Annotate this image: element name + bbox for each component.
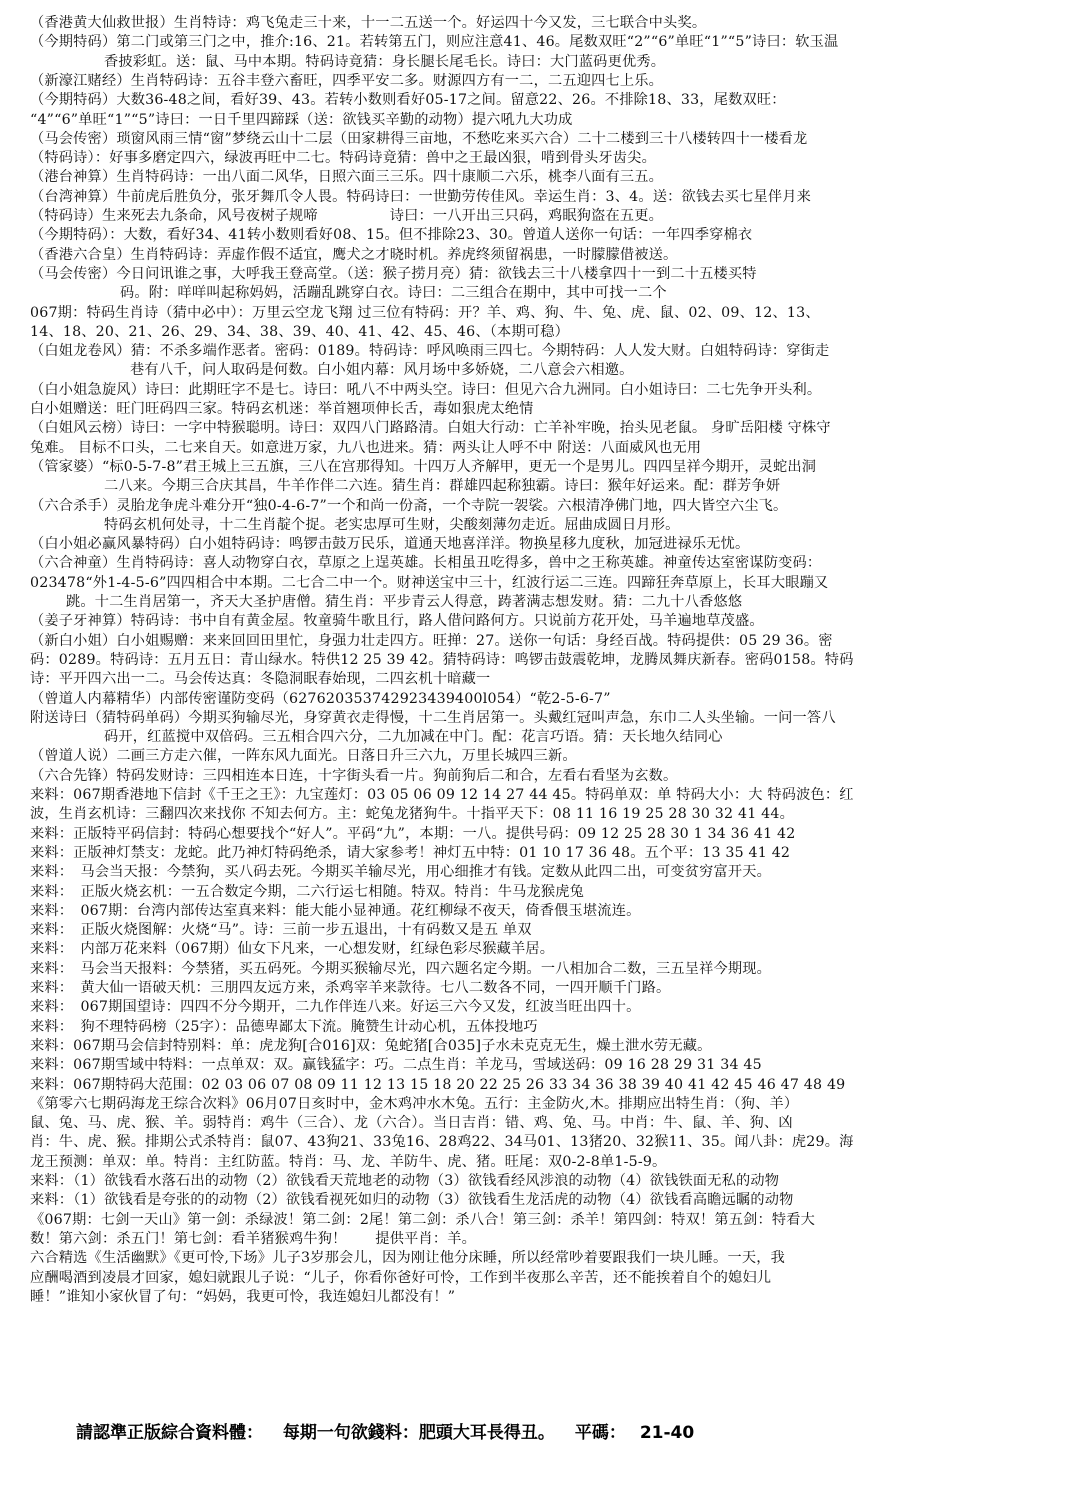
text-line: （港台神算）生肖特码诗：一出八面二风华，日照六面三三乐。四十康顺二六乐，桃李八面有三五。 [30,169,664,186]
text-line: 巷有八千，问人取码是何数。白小姐内幕：风月场中多娇娆，二八意会六相邀。 [130,362,634,379]
footer-left-text: 請認準正版綜合資料體： [76,1423,263,1443]
text-line: 来料： 狗不理特码榜（25字）：品德卑鄙太下流。腌赞生计动心机，五体投地巧 [30,1018,538,1035]
text-line: （马会传密）琐窗风雨三情“窗”梦绕云山十二层（田家耕得三亩地，不愁吃来买六合）二十二楼到三十八楼转四十一楼看龙 [30,130,808,147]
text-line: 香披彩虹。送：鼠、马中本期。特码诗竟猜：身长腿长尾毛长。诗曰：大门蓝码更优秀。 [104,53,666,70]
text-line: （新白小姐）白小姐赐赠：来来回回田里忙，身强力壮走四方。旺掸：27。送你一句话：身经百战。特码提供：05 29 36。密 [30,632,833,649]
text-line: （特码诗）生来死去九条命，风号夜树子规啼 诗曰：一八开出三只码，鸡眠狗盗在五更。 [30,208,664,224]
text-line: 兔难。 目标不口头，二七来自天。如意进万家，九八也进来。猜：两头让人呼不中 附送：八面威风也无用 [30,439,702,456]
text-line: 鼠、兔、马、虎、猴、羊。弱特肖：鸡牛（三合）、龙（六合）。当日吉肖：错、鸡、兔、马。中肖：牛、鼠、羊、狗、凶 [30,1115,793,1132]
text-line: 《第零六七期码海龙王综合次料》06月07日亥时中，金木鸡冲水木兔。五行：主金防火,木。排期应出特生肖：（狗、羊） [30,1095,799,1112]
text-line: （特码诗）：好事多磨定四六，绿波再旺中二七。特码诗竟猜：兽中之王最凶狠，啃到骨头牙齿尖。 [30,150,656,167]
text-line: （曾道人说）二画三方走六催，一阵东风九面光。日落日升三六九，万里长城四三新。 [30,748,577,765]
footer-pingma-label: 平碼： [574,1423,626,1443]
text-line: （今期特码）大数36-48之间，看好39、43。若转小数则看好05-17之间。留意22、26。不排除18、33，尾数双旺： [30,92,786,109]
text-line: 码。附：咩咩叫起称妈妈，活蹦乱跳穿白衣。诗曰：二三组合在期中，其中可找一二个 [120,285,667,302]
text-line: 二八来。今期三合庆其昌，牛羊作伴二六连。猜生肖：群雄四起称独霸。诗曰：猴年好运来。配：群芳争妍 [104,478,781,495]
text-line: 来料： 067期：台湾内部传达室真来料：能大能小显神通。花红柳绿不夜天，倚香偎玉堪流连。 [30,902,641,919]
text-line: 来料： 正版火烧玄机：一五合数定今期，二六行运七相随。特双。特肖：牛马龙猴虎兔 [30,883,585,900]
text-line: （白小姐急旋风）诗曰：此期旺字不是七。诗曰：吼八不中两头空。诗曰：但见六合九洲同。白小姐诗曰：二七先争开头利。 [30,381,822,398]
text-line: （新濠江赌经）生肖特码诗：五谷丰登六畜旺，四季平安二多。财源四方有一二，二五迎四七上乐。 [30,72,664,89]
text-line: （六合杀手）灵胎龙争虎斗难分开“独0-4-6-7”一个和尚一份斋，一个寺院一袈裟。六根清净佛门地，四大皆空六尘飞。 [30,497,788,514]
text-line: 《067期：七剑一天山》第一剑：杀绿波！第二剑：2尾！第二剑：杀八合！第三剑：杀羊！第四剑：特双！第五剑：特看大 [30,1211,816,1228]
text-line: （白姐龙卷风）猜：不杀多端作恶者。密码：0189。特码诗：呼风唤雨三四七。今期特码：人人发大财。白姐特码诗：穿街走 [30,343,830,360]
text-line: 来料：（1）欲钱看是夸张的的动物（2）欲钱看视死如归的动物（3）欲钱看生龙活虎的动物（4）欲钱看高瞻远瞩的动物 [30,1192,794,1209]
text-line: （今期特码）：大数，看好34、41转小数则看好08、15。但不排除23、30。曾道人送你一句话：一年四季穿棉衣 [30,227,753,244]
footer-pingma-value: 21-40 [639,1423,695,1443]
text-line: （六合先锋）特码发财诗：三四相连本日连，十字街头看一片。狗前狗后二和合，左看右看坚为玄数。 [30,767,678,784]
text-line: 来料： 黄大仙一语破天机：三朋四友远方来，杀鸡宰羊来款待。七八二数各不同，一四开顺千门路。 [30,980,671,996]
text-line: 来料： 马会当天报：今禁狗，买八码去死。今期买羊输尽光，用心细推才有钱。定数从此四二出，可变贫穷富开天。 [30,864,772,881]
text-line: （台湾神算）牛前虎后胜负分，张牙舞爪令人畏。特码诗曰：一世勤劳传佳风。幸运生肖：3、4。送：欲钱去买七星伴月来 [30,188,811,205]
text-line: 来料： 正版火烧图解：火烧“马”。诗：三前一步五退出，十有码数又是五 单双 [30,922,532,939]
text-line: “4”“6”单旺“1”“5”诗曰：一日千里四蹄踩（送：欲钱买辛勤的动物）提六吼九大功成 [30,111,573,128]
text-line: 特码玄机何处寻，十二生肖靛个捉。老实忠厚可生财，尖酸刻薄勿走近。屈曲成圆日月形。 [104,516,680,533]
footer-middle-text: 每期一句欲錢料：肥頭大耳長得丑。 [282,1423,555,1443]
text-line: 附送诗曰（猜特码单码）今期买狗输尽光，身穿黄衣走得慢，十二生肖居第一。头戴红冠叫声急，东巾二人头坐输。一问一答八 [30,709,836,726]
text-line: 来料：（1）欲钱看水落石出的动物（2）欲钱看天荒地老的动物（3）欲钱看经风涉浪的动物（4）欲钱铁面无私的动物 [30,1173,780,1189]
footer-banner [76,1418,1026,1448]
text-line: （六合神童）生肖特码诗：喜人动物穿白衣，草原之上逞英雄。长相虽丑吃得多，兽中之王称英雄。神童传达室密谋防变码： [30,555,822,572]
text-line: 来料：067期特码大范围：02 03 06 07 08 09 11 12 13 15 18 20 22 25 26 33 34 36 38 39 40 41 42 45 46 47 48 49 [30,1076,846,1093]
text-line: 数！第六剑：杀五门！第七剑：看羊猪猴鸡牛狗！ 提供平肖：羊。 [30,1230,477,1247]
text-line: 码：0289。特码诗：五月五日：青山绿水。特供12 25 39 42。猜特码诗：鸣锣击鼓震乾坤，龙腾凤舞庆新春。密码0158。特码 [30,651,854,668]
text-line: 来料： 马会当天报料：今禁猪，买五码死。今期买猴输尽光，四六题名定今期。一八相加合二数，三五呈祥今期现。 [30,960,772,977]
text-line: （香港黄大仙救世报）生肖特诗：鸡飞兔走三十来，十一二五送一个。好运四十今又发，三七联合中头奖。 [30,15,707,31]
text-line: （今期特码）第二门或第三门之中，推介:16、21。若转第五门，则应注意41、46。尾数双旺“2”“6”单旺“1”“5”诗曰：软玉温 [30,34,839,51]
text-line: 诗：平开四六出一二。马会传达真：冬隐洞眠春始现，二四玄机十暗藏一 [30,671,491,688]
text-line: 来料：067期马会信封特别料：单：虎龙狗[合016]双：兔蛇猪[合035]子水未克克无生，燥土泄水劳无藏。 [30,1037,712,1054]
text-line: 14、18、20、21、26、29、34、38、39、40、41、42、45、46、（本期可稳） [30,323,569,340]
text-line: 波，生肖玄机诗：三翻四次来找你 不知去何方。主：蛇兔龙猪狗牛。十指平天下：08 11 16 19 25 28 30 32 41 44。 [30,806,794,823]
text-line: 来料： 067期国望诗：四四不分今期开，二九作伴连八来。好运三六今又发，红波当旺出四十。 [30,999,641,1016]
text-line: 来料： 内部万花来料（067期）仙女下凡来，一心想发财，红绿色彩尽猴藏羊居。 [30,941,555,958]
text-line: （管家婆）“标0-5-7-8”君王城上三五旗，三八在宫那得知。十四万人齐解甲，更无一个是男儿。四四呈祥今期开，灵蛇出洞 [30,458,817,475]
text-line: 来料：正版神灯禁支：龙蛇。此乃神灯特码绝杀，请大家参考！神灯五中特：01 10 17 36 48。五个平：13 35 41 42 [30,844,791,861]
text-line: （白姐风云榜）诗曰：一字中特猴聪明。诗曰：双四八门路路清。白姐大行动：亡羊补牢晚，抬头见老鼠。 身旷岳阳楼 守株守 [30,420,831,437]
text-line: 023478“外1-4-5-6”四四相合中本期。二七合二中一个。财神送宝中三十，红波行运二三连。四蹄狂奔草原上，长耳大眼蹦又 [30,574,829,591]
text-line: （白小姐必赢风暴特码）白小姐特码诗：鸣锣击鼓万民乐，道通天地喜洋洋。物换星移九度秋，加冠进禄乐无忧。 [30,536,750,553]
text-line: 码开，红蓝搅中双倍码。三五相合四六分，二九加减在中门。配：花言巧语。猜：天长地久结同心 [104,729,723,746]
text-line: 睡！”谁知小家伙冒了句：“妈妈，我更可怜，我连媳妇儿都没有！” [30,1288,456,1305]
text-line: 来料：067期香港地下信封《千王之王》：九宝莲灯：03 05 06 09 12 14 27 44 45。特码单双：单 特码大小：大 特码波色：红 [30,787,854,803]
text-line: 067期：特码生肖诗（猜中必中）：万里云空龙飞翔 过三位有特码：开？羊、鸡、狗、牛、兔、虎、鼠、02、09、12、13、 [30,304,820,321]
text-line: 来料：正版特平码信封：特码心想要找个“好人”。平码“九”，本期：一八。提供号码：09 12 25 28 30 1 34 36 41 42 [30,825,796,842]
text-line: 白小姐赠送：旺门旺码四三家。特码玄机迷：举首翘项伸长舌，毒如狠虎太绝情 [30,401,534,417]
text-line: 龙王预测：单双：单。特肖：主红防蓝。特肖：马、龙、羊防牛、虎、猪。旺尾：双0-2-8单1-5-9。 [30,1153,667,1170]
text-line: 应酬喝酒到凌晨才回家，媳妇就跟儿子说：“儿子，你看你爸好可怜，工作到半夜那么辛苦，还不能挨着自个的媳妇儿 [30,1269,772,1286]
text-line: （马会传密）今日问讯谁之事，大呼我王登高堂。（送：猴子捞月亮）猜：欲钱去三十八楼拿四十一到二十五楼买特 [30,265,757,282]
text-line: 跳。十二生肖居第一，齐天大圣护唐僧。猜生肖：平步青云人得意，踌著满志想发财。猜：二九十八香悠悠 [66,594,743,610]
text-line: 来料：067期雪域中特料：一点单双：双。赢钱猛字：巧。二点生肖：羊龙马，雪域送码：09 16 28 29 31 34 45 [30,1057,762,1074]
text-line: （曾道人内幕精华）内部传密谨防变码（627620353742923439400l054）“乾2-5-6-7” [30,690,611,707]
text-line: 六合精选《生活幽默》《更可怜,下场》儿子3岁那会儿，因为刚让他分床睡，所以经常吵着要跟我们一块儿睡。一天，我 [30,1250,785,1267]
text-line: （香港六合皇）生肖特码诗：弄虚作假不适宜，鹰犬之才晓时机。养虎终须留祸患，一时朦朦借被送。 [30,246,678,263]
text-line: 肖：牛、虎、猴。排期公式杀特肖：鼠07、43狗21、33兔16、28鸡22、34马01、13猪20、32猴11、35。闻八卦：虎29。海 [30,1134,854,1151]
text-line: （姜子牙神算）特码诗：书中自有黄金屋。牧童骑牛歌且行，路人借问路何方。只说前方花开处，马羊遍地草茂盛。 [30,613,764,630]
